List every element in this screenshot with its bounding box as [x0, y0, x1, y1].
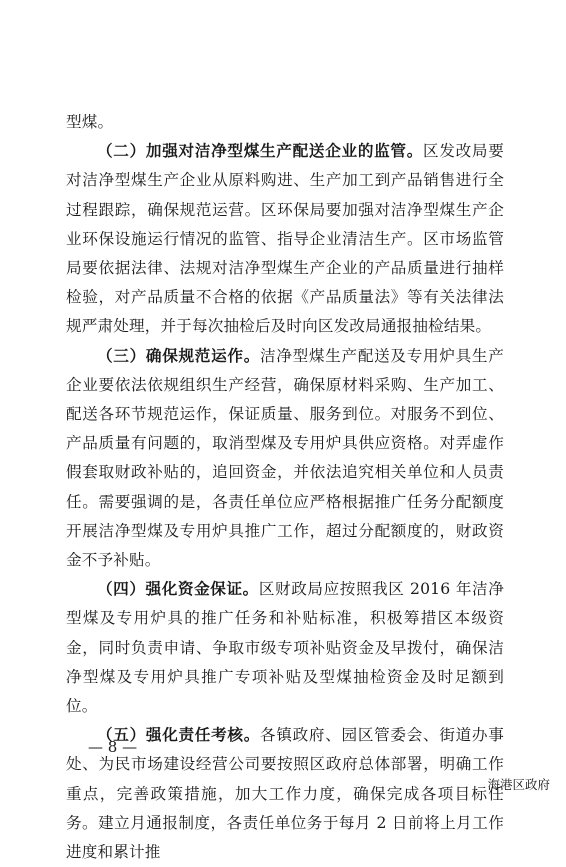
watermark-label: 海港区政府 — [487, 777, 550, 792]
page-number: — 8 — — [88, 738, 138, 756]
paragraph-continuation — [66, 108, 504, 137]
section-3-text: 洁净型煤生产配送及专用炉具生产企业要依法依规组织生产经营，确保原材料采购、生产加工、配送各环节规范运作，保证质量、服务到位。对服务不到位、产品质量有问题的，取消型煤及专用炉具供应资格。对弄虚作假套取财政补贴的，追回资金，并依法追究相关单位和人员责任。需要强调的是，各责任单位应严格根据推广任务分配额度开展洁净型煤及专用炉具推广工作，超过分配额度的，财政资金不予补贴。 — [66, 346, 504, 570]
section-4-paragraph — [66, 575, 504, 721]
section-2-text: 区发改局要对洁净型煤生产企业从原料购进、生产加工到产品销售进行全过程跟踪，确保规范运营。区环保局要加强对洁净型煤生产企业环保设施运行情况的监管、指导企业清洁生产。区市场监管局要依据法律、法规对洁净型煤生产企业的产品质量进行抽样检验，对产品质量不合格的依据《产品质量法》等有关法律法规严肃处理，并于每次抽检后及时向区发改局通报抽检结果。 — [66, 142, 504, 336]
paragraph-text: 型煤。 — [66, 113, 114, 131]
section-2-heading: （二）加强对洁净型煤生产配送企业的监管。 — [97, 142, 424, 161]
section-3-heading: （三）确保规范运作。 — [97, 346, 261, 365]
section-5-text: 各镇政府、园区管委会、街道办事处、为民市场建设经营公司要按照区政府总体部署，明确工作重点，完善政策措施，加大工作力度，确保完成各项目标任务。建立月通报制度，各责任单位务于每月 2 日前将上月工作进度和累计推 — [66, 726, 504, 862]
section-5-heading: （五）强化责任考核。 — [97, 726, 261, 745]
section-3-paragraph — [66, 342, 504, 576]
section-2-paragraph — [66, 137, 504, 341]
section-4-heading: （四）强化资金保证。 — [97, 580, 259, 599]
section-4-text: 区财政局应按照我区 2016 年洁净型煤及专用炉具的推广任务和补贴标准，积极筹措区本级资金，同时负责申请、争取市级专项补贴资金及早拨付，确保洁净型煤及专用炉具推广专项补贴及型煤抽检资金及时足额到位。 — [66, 580, 504, 716]
